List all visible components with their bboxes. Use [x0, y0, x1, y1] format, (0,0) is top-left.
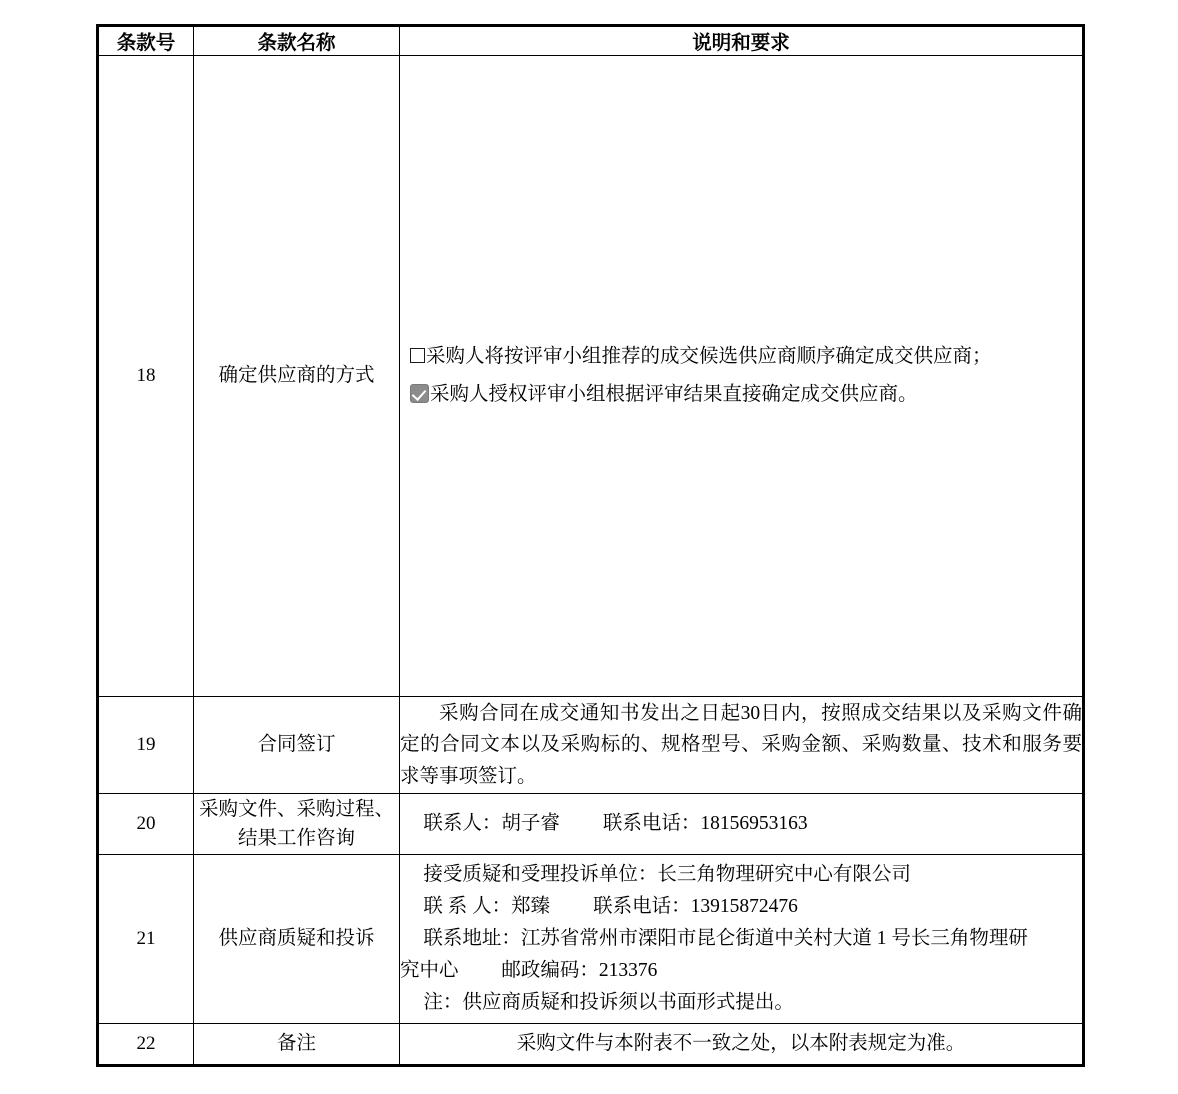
row-22-name: 备注: [194, 1024, 400, 1066]
requirements-table: [96, 24, 1085, 1067]
complaint-postcode: 邮政编码：213376: [501, 959, 658, 981]
complaint-address-cont: 究中心: [400, 959, 459, 981]
table-row: [98, 56, 1084, 697]
row-18-description: [400, 56, 1084, 697]
row-20-name-line1: 采购文件、采购过程、: [198, 798, 394, 820]
row-18-number: 18: [98, 56, 194, 697]
complaint-phone-value: 13915872476: [690, 896, 798, 918]
row-20-name-line2: 结果工作咨询: [237, 828, 355, 849]
option-2-text: 采购人授权评审小组根据评审结果直接确定成交供应商。: [430, 384, 918, 405]
row-19-description: [400, 697, 1084, 794]
checkbox-unchecked-icon[interactable]: [410, 348, 425, 363]
complaint-address-line: [400, 923, 1082, 955]
row-18-name: 确定供应商的方式: [194, 56, 400, 697]
complaint-note-text: 注：供应商质疑和投诉须以书面形式提出。: [423, 991, 794, 1013]
header-clause-name: 条款名称: [194, 26, 400, 56]
phone-value: 18156953163: [700, 813, 808, 835]
complaint-contact-name: 郑臻: [511, 896, 551, 918]
row-22-number: 22: [98, 1024, 194, 1066]
row-20-number: 20: [98, 794, 194, 855]
complaint-address-text: 联系地址：江苏省常州市溧阳市昆仑街道中关村大道 1 号长三角物理研: [423, 928, 1028, 950]
complaint-note-line: [400, 987, 1082, 1019]
option-1-text: 采购人将按评审小组推荐的成交候选供应商顺序确定成交供应商；: [426, 345, 992, 367]
row-20-name: [194, 794, 400, 855]
row-22-description: 采购文件与本附表不一致之处，以本附表规定为准。: [400, 1024, 1084, 1066]
complaint-unit-text: 接受质疑和受理投诉单位：长三角物理研究中心有限公司: [423, 864, 911, 886]
complaint-contact-line: [400, 891, 1082, 923]
checkbox-checked-icon[interactable]: [410, 384, 429, 403]
complaint-unit-line: [400, 859, 1082, 891]
table-row: [98, 1024, 1084, 1066]
row-19-text: 采购合同在成交通知书发出之日起30日内，按照成交结果以及采购文件确定的合同文本以及采购标的、规格型号、采购金额、采购数量、技术和服务要求等事项签订。: [400, 702, 1082, 787]
contact-label: 联系人：: [423, 813, 502, 835]
table-row: [98, 855, 1084, 1024]
complaint-address-line2: [400, 955, 1082, 987]
complaint-phone-label: 联系电话：: [593, 896, 691, 918]
row-21-name: 供应商质疑和投诉: [194, 855, 400, 1024]
row-21-description: [400, 855, 1084, 1024]
table-row: [98, 697, 1084, 794]
complaint-contact-label: 联 系 人：: [423, 896, 512, 918]
table-row: [98, 794, 1084, 855]
row-19-name: 合同签订: [194, 697, 400, 794]
header-clause-no: 条款号: [98, 26, 194, 56]
row-20-contact-line: [400, 808, 1082, 840]
phone-label: 联系电话：: [602, 813, 701, 835]
option-checked[interactable]: [410, 376, 1070, 414]
row-21-number: 21: [98, 855, 194, 1024]
option-unchecked[interactable]: [410, 338, 1070, 376]
row-20-description: [400, 794, 1084, 855]
contact-name: 胡子睿: [501, 813, 560, 835]
row-19-number: 19: [98, 697, 194, 794]
table-header-row: [98, 26, 1084, 56]
header-description: 说明和要求: [400, 26, 1084, 56]
